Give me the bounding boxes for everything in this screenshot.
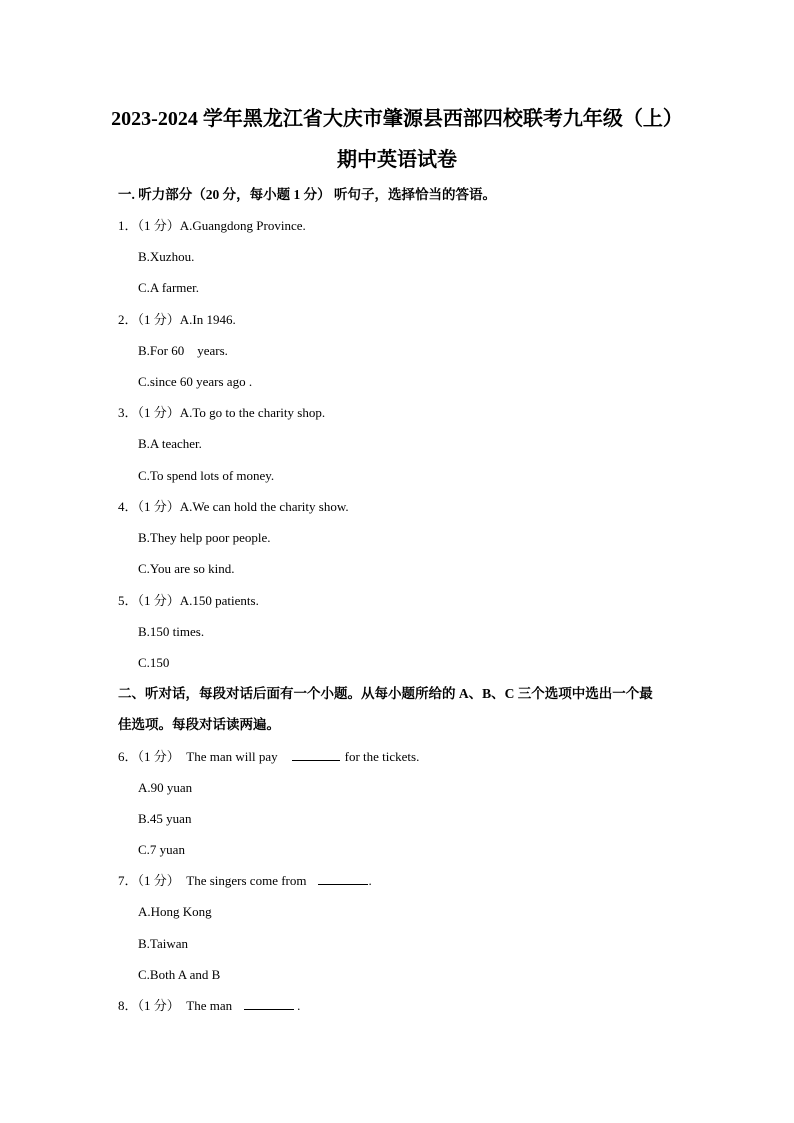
page-title-line-2: 期中英语试卷 xyxy=(337,149,457,171)
question-number: 7．（1 分） xyxy=(118,873,180,888)
option-a: A.To go to the charity shop. xyxy=(179,405,326,420)
question-number: 8．（1 分） xyxy=(118,998,180,1013)
question-stem-post: for the tickets. xyxy=(344,749,420,764)
option-a: A.150 patients. xyxy=(179,593,259,608)
option-a: A.We can hold the charity show. xyxy=(179,499,349,514)
option-a: A.Guangdong Province. xyxy=(179,218,306,233)
question-4-option-b: B.They help poor people. xyxy=(138,530,271,545)
question-8 xyxy=(118,997,300,1015)
question-4-option-c: C.You are so kind. xyxy=(138,561,235,576)
section-2-heading-line-2: 佳选项。每段对话读两遍。 xyxy=(118,717,280,732)
question-5-option-c: C.150 xyxy=(138,655,170,670)
question-6-option-c: C.7 yuan xyxy=(138,842,185,857)
question-number: 5．（1 分） xyxy=(118,593,180,608)
question-number: 1．（1 分） xyxy=(118,218,180,233)
question-2-option-c: C.since 60 years ago . xyxy=(138,374,253,389)
question-stem-pre: The man xyxy=(179,998,233,1013)
question-number: 4．（1 分） xyxy=(118,499,180,514)
question-2-option-b: B.For 60 years. xyxy=(138,343,228,358)
page-title-line-1: 2023-2024 学年黑龙江省大庆市肇源县西部四校联考九年级（上） xyxy=(111,108,683,130)
question-stem-pre: The singers come from xyxy=(179,873,307,888)
question-1-option-b: B.Xuzhou. xyxy=(138,249,195,264)
question-6-option-b: B.45 yuan xyxy=(138,811,192,826)
question-4 xyxy=(118,498,349,516)
question-3-option-b: B.A teacher. xyxy=(138,436,202,451)
question-stem-post: . xyxy=(368,873,372,888)
question-6-option-a: A.90 yuan xyxy=(138,780,193,795)
answer-blank xyxy=(244,997,294,1010)
question-7-option-a: A.Hong Kong xyxy=(138,904,212,919)
question-stem-post: . xyxy=(297,998,301,1013)
section-1-heading: 一. 听力部分（20 分，每小题 1 分） 听句子，选择恰当的答语。 xyxy=(118,187,496,202)
question-number: 2．（1 分） xyxy=(118,312,180,327)
question-7-option-c: C.Both A and B xyxy=(138,967,221,982)
answer-blank xyxy=(318,872,368,885)
question-1 xyxy=(118,217,306,235)
question-7 xyxy=(118,872,372,890)
question-stem-pre: The man will pay xyxy=(179,749,278,764)
question-7-option-b: B.Taiwan xyxy=(138,936,188,951)
answer-blank xyxy=(292,748,340,761)
section-2-heading-line-1: 二、听对话，每段对话后面有一个小题。从每小题所给的 A、B、C 三个选项中选出一个最 xyxy=(118,686,653,701)
question-5-option-b: B.150 times. xyxy=(138,624,205,639)
question-1-option-c: C.A farmer. xyxy=(138,280,200,295)
question-2 xyxy=(118,311,236,329)
question-5 xyxy=(118,592,259,610)
question-3 xyxy=(118,404,325,422)
question-number: 6．（1 分） xyxy=(118,749,180,764)
question-6 xyxy=(118,748,419,766)
question-3-option-c: C.To spend lots of money. xyxy=(138,468,275,483)
question-number: 3．（1 分） xyxy=(118,405,180,420)
option-a: A.In 1946. xyxy=(179,312,236,327)
